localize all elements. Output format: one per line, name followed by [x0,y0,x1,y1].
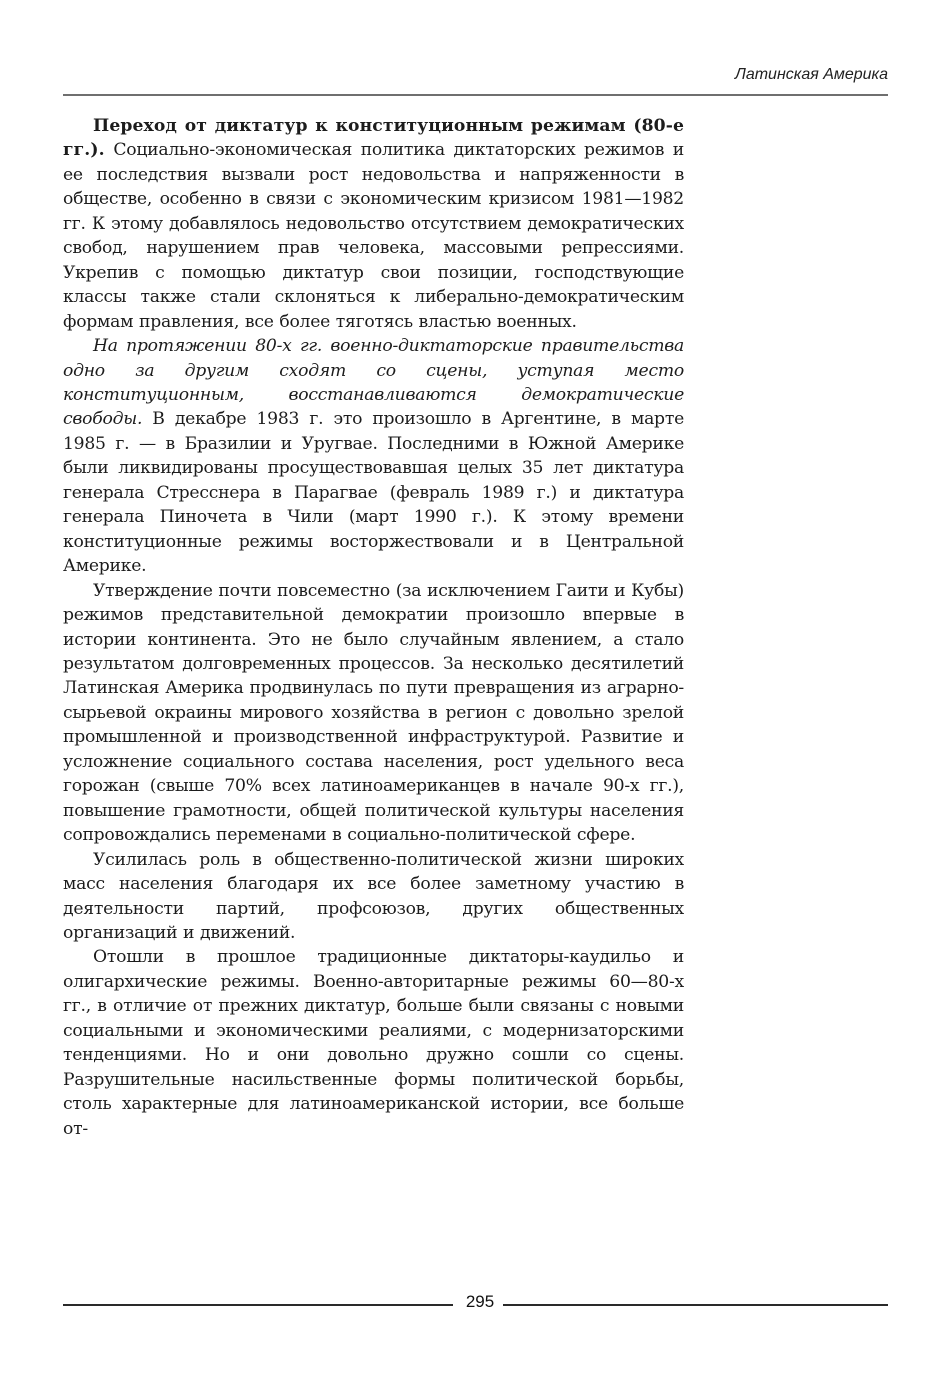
paragraph-text: Усилилась роль в общественно-политической жизни широких масс населения благодаря их все более заметному участию в деятельности партий, профсоюзов, других общественных организаций и движений. [63,849,684,943]
paragraph-2 [63,334,684,579]
paragraph-4 [63,848,684,946]
paragraph-text: Социально-экономическая политика диктаторских режимов и ее последствия вызвали рост недовольства и напряженности в обществе, особенно в связи с экономическим кризисом 1981—1982 гг. К этому добавлялось недовольство отсутствием демократических свобод, нарушением прав человека, массовыми репрессиями. Укрепив с помощью диктатур свои позиции, господствующие классы также стали склоняться к либерально-демократическим формам правления, все более тяготясь властью военных. [63,140,684,332]
paragraph-5 [63,945,684,1141]
paragraph-text: Отошли в прошлое традиционные диктаторы-каудильо и олигархические режимы. Военно-авторитарные режимы 60—80-х гг., в отличие от прежних диктатур, больше были связаны с новыми социальными и экономическими реалиями, с модернизаторскими тенденциями. Но и они довольно дружно сошли со сцены. Разрушительные насильственные формы политической борьбы, столь характерные для латиноамериканской истории, все больше от- [63,947,684,1139]
italic-emphasis: На протяжении 80-х гг. военно-диктаторские правительства одно за другим сходят со сцены, уступая место конституционным, восстанавливаются демократические свободы. [63,336,684,430]
footer-rule-left [63,1304,453,1306]
paragraph-3 [63,579,684,848]
page-footer [63,1292,888,1312]
page-body [63,114,684,1141]
footer-rule-right [503,1304,888,1306]
page-number: 295 [465,1292,495,1311]
section-heading: Переход от диктатур к конституционным режимам (80-е гг.). [63,116,684,161]
paragraph-text: В декабре 1983 г. это произошло в Аргентине, в марте 1985 г. — в Бразилии и Уругвае. Последними в Южной Америке были ликвидированы просуществовавшая целых 35 лет диктатура генерала Стресснера в Парагвае (февраль 1989 г.) и диктатура генерала Пиночета в Чили (март 1990 г.). К этому времени конституционные режимы восторжествовали и в Центральной Америке. [63,409,684,577]
header-rule [63,94,888,96]
paragraph-1 [63,114,684,334]
running-head-title: Латинская Америка [734,66,888,83]
paragraph-text: Утверждение почти повсеместно (за исключением Гаити и Кубы) режимов представительной демократии произошло впервые в истории континента. Это не было случайным явлением, а стало результатом долговременных процессов. За несколько десятилетий Латинская Америка продвинулась по пути превращения из аграрно-сырьевой окраины мирового хозяйства в регион с довольно зрелой промышленной и производственной инфраструктурой. Развитие и усложнение социального состава населения, рост удельного веса горожан (свыше 70% всех латиноамериканцев в начале 90-х гг.), повышение грамотности, общей политической культуры населения сопровождались переменами в социально-политической сфере. [63,580,684,846]
